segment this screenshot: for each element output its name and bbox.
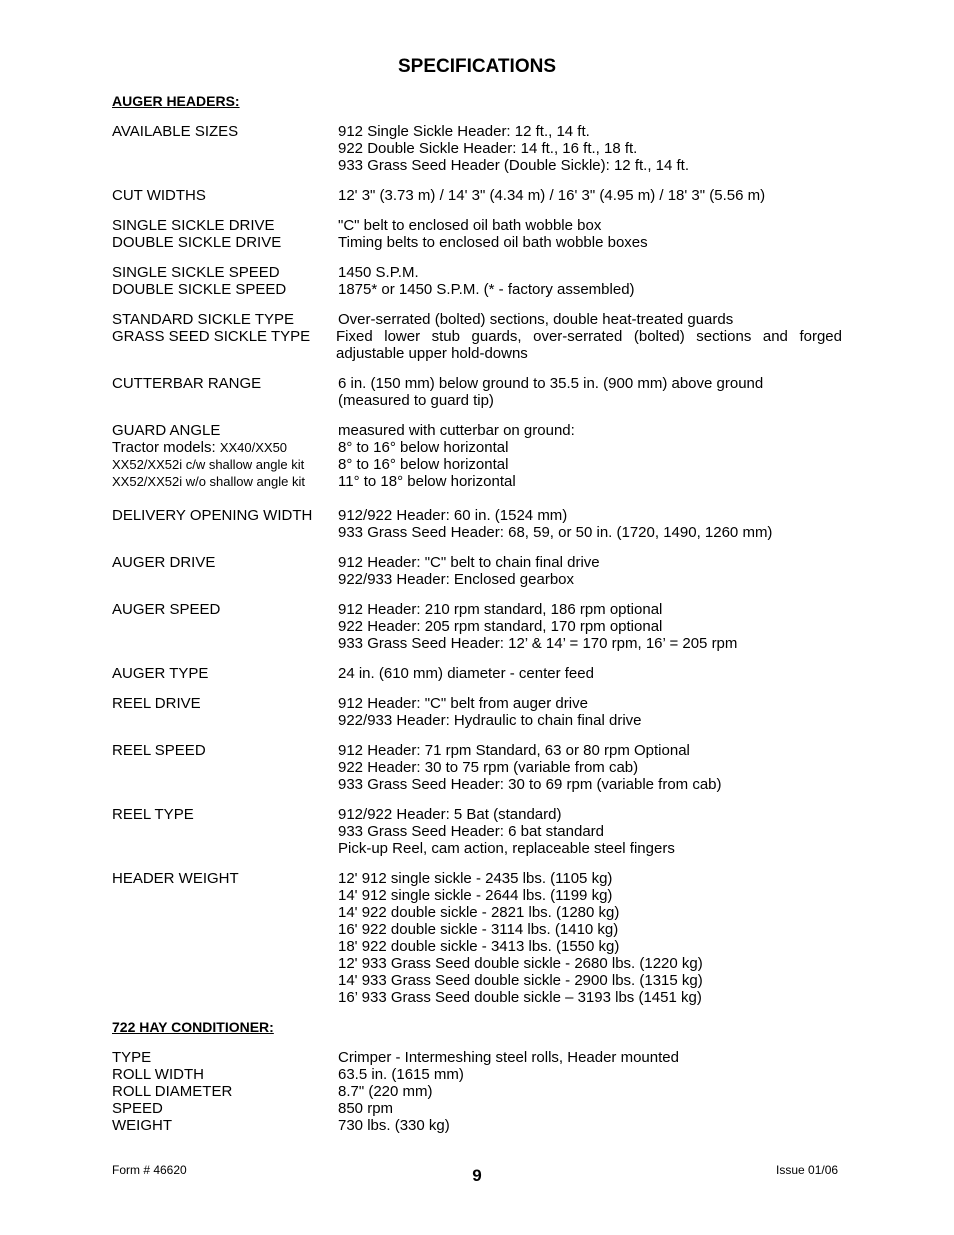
spec-value: 12' 933 Grass Seed double sickle - 2680 lbs. (1220 kg) — [338, 955, 703, 972]
spec-value: Pick-up Reel, cam action, replaceable steel fingers — [338, 840, 675, 857]
spec-value: 730 lbs. (330 kg) — [338, 1117, 450, 1134]
spec-value: 16’ 933 Grass Seed double sickle – 3193 lbs (1451 kg) — [338, 989, 702, 1006]
spec-value: 8° to 16° below horizontal — [338, 456, 509, 473]
spec-value: 8° to 16° below horizontal — [338, 439, 509, 456]
spec-value: 912 Header: "C" belt from auger drive — [338, 695, 588, 712]
spec-label-tractor-models — [112, 439, 287, 456]
spec-value: 922 Header: 30 to 75 rpm (variable from cab) — [338, 759, 639, 776]
spec-label: XX52/XX52i c/w shallow angle kit — [112, 457, 305, 472]
spec-label: ROLL DIAMETER — [112, 1083, 233, 1100]
spec-value: measured with cutterbar on ground: — [338, 422, 575, 439]
spec-label: GUARD ANGLE — [112, 422, 221, 439]
spec-value: 912 Header: 210 rpm standard, 186 rpm optional — [338, 601, 663, 618]
spec-value: Crimper - Intermeshing steel rolls, Header mounted — [338, 1049, 679, 1066]
spec-value: 24 in. (610 mm) diameter - center feed — [338, 665, 594, 682]
spec-label: DOUBLE SICKLE DRIVE — [112, 234, 282, 251]
spec-value: 14' 933 Grass Seed double sickle - 2900 lbs. (1315 kg) — [338, 972, 703, 989]
spec-value: 912 Single Sickle Header: 12 ft., 14 ft. — [338, 123, 590, 140]
spec-value: 14' 922 double sickle - 2821 lbs. (1280 kg) — [338, 904, 620, 921]
spec-cut-widths — [112, 187, 842, 204]
spec-guard-angle — [112, 422, 842, 490]
spec-label: DELIVERY OPENING WIDTH — [112, 507, 313, 524]
section-heading-hay-conditioner: 722 HAY CONDITIONER: — [112, 1019, 274, 1035]
spec-label: AUGER DRIVE — [112, 554, 216, 571]
spec-sickle-drive — [112, 217, 842, 251]
spec-delivery-opening-width — [112, 507, 842, 541]
spec-label: GRASS SEED SICKLE TYPE — [112, 328, 311, 345]
spec-value: 12' 912 single sickle - 2435 lbs. (1105 kg) — [338, 870, 613, 887]
spec-label: STANDARD SICKLE TYPE — [112, 311, 294, 328]
spec-label: WEIGHT — [112, 1117, 172, 1134]
spec-label: AVAILABLE SIZES — [112, 123, 239, 140]
page-title: SPECIFICATIONS — [398, 56, 556, 77]
section-heading-auger-headers: AUGER HEADERS: — [112, 93, 240, 109]
spec-hay-conditioner — [112, 1049, 842, 1134]
spec-value: adjustable upper hold-downs — [336, 345, 528, 362]
spec-value: 933 Grass Seed Header (Double Sickle): 12 ft., 14 ft. — [338, 157, 690, 174]
spec-value: 922/933 Header: Enclosed gearbox — [338, 571, 575, 588]
spec-label: AUGER TYPE — [112, 665, 209, 682]
spec-label: SINGLE SICKLE DRIVE — [112, 217, 275, 234]
spec-label: REEL DRIVE — [112, 695, 201, 712]
spec-value: Over-serrated (bolted) sections, double heat-treated guards — [338, 311, 734, 328]
spec-value: 6 in. (150 mm) below ground to 35.5 in. (900 mm) above ground — [338, 375, 764, 392]
spec-value: Fixed lower stub guards, over-serrated (bolted) sections and forged — [336, 328, 842, 345]
spec-value: 850 rpm — [338, 1100, 394, 1117]
spec-value: Timing belts to enclosed oil bath wobble boxes — [338, 234, 648, 251]
spec-label-text: Tractor models: — [112, 439, 220, 456]
spec-value: 912 Header: "C" belt to chain final drive — [338, 554, 600, 571]
spec-label: TYPE — [112, 1049, 152, 1066]
spec-value: 11° to 18° below horizontal — [338, 473, 516, 490]
spec-label: REEL SPEED — [112, 742, 206, 759]
spec-available-sizes — [112, 123, 842, 174]
spec-value: 912 Header: 71 rpm Standard, 63 or 80 rpm Optional — [338, 742, 690, 759]
spec-value: 18' 922 double sickle - 3413 lbs. (1550 kg) — [338, 938, 620, 955]
spec-label: SPEED — [112, 1100, 163, 1117]
spec-label: CUT WIDTHS — [112, 187, 206, 204]
spec-label: XX52/XX52i w/o shallow angle kit — [112, 474, 305, 489]
spec-value: 14' 912 single sickle - 2644 lbs. (1199 kg) — [338, 887, 613, 904]
spec-value: 922 Header: 205 rpm standard, 170 rpm optional — [338, 618, 663, 635]
spec-auger-speed — [112, 601, 842, 652]
spec-cutterbar-range — [112, 375, 842, 409]
spec-header-weight — [112, 870, 842, 1006]
spec-value: "C" belt to enclosed oil bath wobble box — [338, 217, 602, 234]
spec-label: CUTTERBAR RANGE — [112, 375, 262, 392]
spec-label: SINGLE SICKLE SPEED — [112, 264, 280, 281]
spec-value: 12' 3" (3.73 m) / 14' 3" (4.34 m) / 16' 3" (4.95 m) / 18' 3" (5.56 m) — [338, 187, 766, 204]
form-number: Form # 46620 — [112, 1163, 187, 1177]
spec-value: 63.5 in. (1615 mm) — [338, 1066, 464, 1083]
spec-label: REEL TYPE — [112, 806, 194, 823]
spec-value: 1450 S.P.M. — [338, 264, 419, 281]
spec-value: 16' 922 double sickle - 3114 lbs. (1410 kg) — [338, 921, 619, 938]
spec-sickle-type — [112, 311, 842, 362]
spec-value: 912/922 Header: 60 in. (1524 mm) — [338, 507, 568, 524]
spec-reel-type — [112, 806, 842, 857]
spec-value: 8.7" (220 mm) — [338, 1083, 433, 1100]
spec-auger-drive — [112, 554, 842, 588]
spec-label: HEADER WEIGHT — [112, 870, 239, 887]
spec-reel-speed — [112, 742, 842, 793]
spec-label: ROLL WIDTH — [112, 1066, 204, 1083]
spec-value: 933 Grass Seed Header: 12’ & 14’ = 170 rpm, 16’ = 205 rpm — [338, 635, 738, 652]
spec-value: 1875* or 1450 S.P.M. (* - factory assembled) — [338, 281, 635, 298]
spec-value: 922 Double Sickle Header: 14 ft., 16 ft., 18 ft. — [338, 140, 638, 157]
spec-reel-drive — [112, 695, 842, 729]
spec-value: 933 Grass Seed Header: 68, 59, or 50 in. (1720, 1490, 1260 mm) — [338, 524, 773, 541]
issue-date: Issue 01/06 — [776, 1163, 839, 1177]
spec-value: (measured to guard tip) — [338, 392, 494, 409]
spec-auger-type — [112, 665, 842, 682]
spec-value: 933 Grass Seed Header: 30 to 69 rpm (variable from cab) — [338, 776, 722, 793]
page-number: 9 — [472, 1166, 482, 1185]
spec-label: AUGER SPEED — [112, 601, 221, 618]
spec-label-models: XX40/XX50 — [219, 440, 288, 455]
spec-value: 922/933 Header: Hydraulic to chain final drive — [338, 712, 642, 729]
spec-sickle-speed — [112, 264, 842, 298]
spec-label: DOUBLE SICKLE SPEED — [112, 281, 287, 298]
spec-value: 933 Grass Seed Header: 6 bat standard — [338, 823, 605, 840]
spec-value: 912/922 Header: 5 Bat (standard) — [338, 806, 562, 823]
